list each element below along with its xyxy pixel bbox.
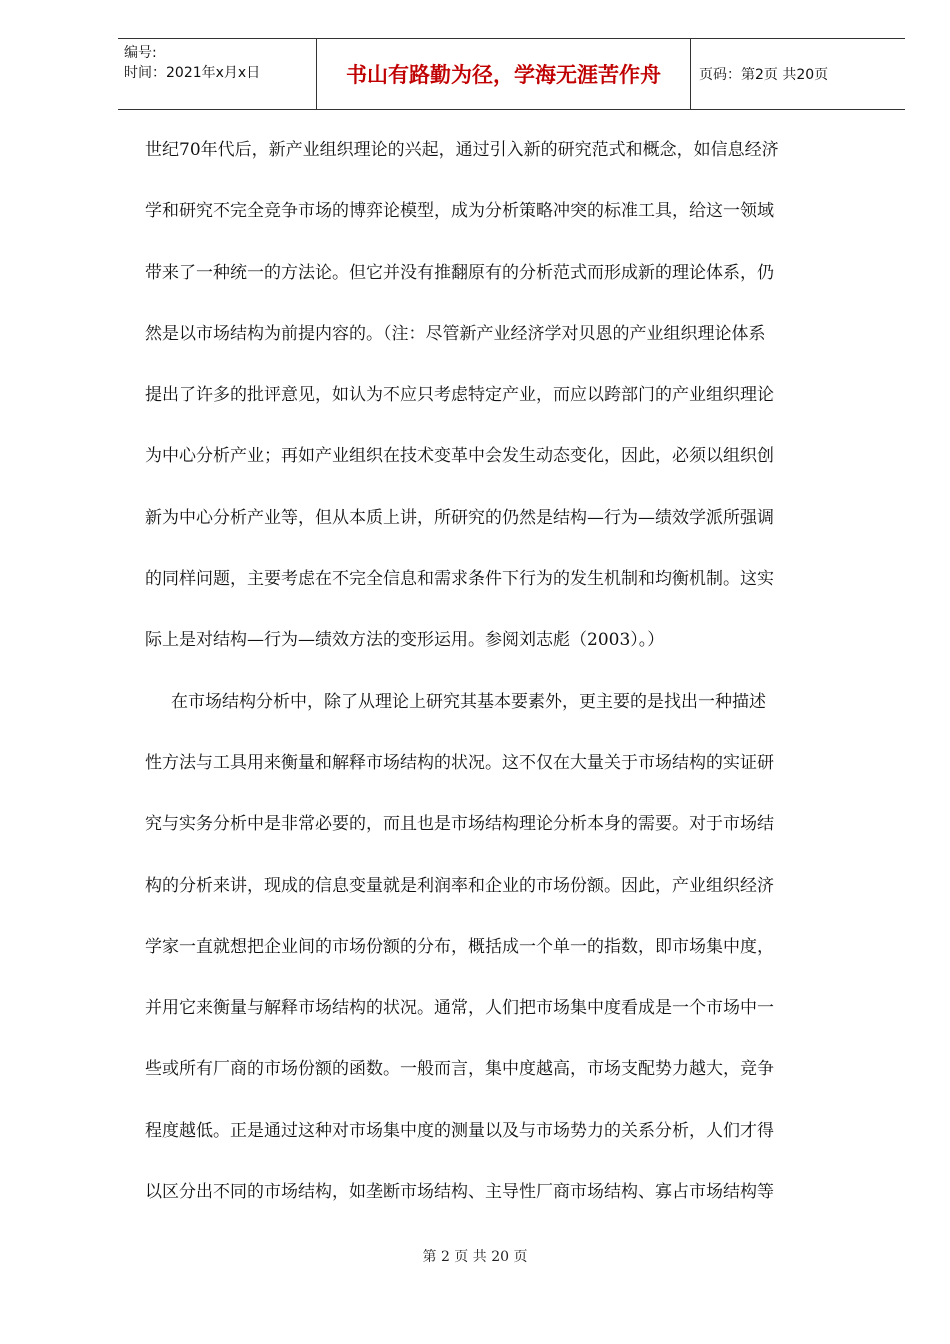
text-line: 以区分出不同的市场结构，如垄断市场结构、主导性厂商市场结构、寡占市场结构等 xyxy=(145,1182,774,1203)
header-motto: 书山有路勤为径，学海无涯苦作舟 xyxy=(316,39,691,109)
page-footer: 第 2 页 共 20 页 xyxy=(422,1249,528,1265)
text-line: 究与实务分析中是非常必要的，而且也是市场结构理论分析本身的需要。对于市场结 xyxy=(145,814,774,835)
text-line: 的同样问题，主要考虑在不完全信息和需求条件下行为的发生机制和均衡机制。这实 xyxy=(145,569,774,590)
text-line: 构的分析来讲，现成的信息变量就是利润率和企业的市场份额。因此，产业组织经济 xyxy=(145,875,774,896)
text-line: 然是以市场结构为前提内容的。（注：尽管新产业经济学对贝恩的产业组织理论体系 xyxy=(145,323,766,344)
text-line: 些或所有厂商的市场份额的函数。一般而言，集中度越高，市场支配势力越大，竞争 xyxy=(145,1059,774,1080)
serial-label: 编号: xyxy=(124,45,157,61)
text-line: 性方法与工具用来衡量和解释市场结构的状况。这不仅在大量关于市场结构的实证研 xyxy=(145,752,774,773)
text-line: 学和研究不完全竞争市场的博弈论模型，成为分析策略冲突的标准工具，给这一领域 xyxy=(145,201,774,222)
text-line: 提出了许多的批评意见，如认为不应只考虑特定产业，而应以跨部门的产业组织理论 xyxy=(145,385,774,406)
time-label: 时间：2021年x月x日 xyxy=(124,65,261,81)
text-line: 带来了一种统一的方法论。但它并没有推翻原有的分析范式而形成新的理论体系，仍 xyxy=(145,262,774,283)
text-line: 为中心分析产业；再如产业组织在技术变革中会发生动态变化，因此，必须以组织创 xyxy=(145,446,774,467)
text-line: 新为中心分析产业等，但从本质上讲，所研究的仍然是结构—行为—绩效学派所强调 xyxy=(145,507,774,528)
header-page-info: 页码：第2页 共20页 xyxy=(699,67,829,83)
text-line: 程度越低。正是通过这种对市场集中度的测量以及与市场势力的关系分析，人们才得 xyxy=(145,1120,774,1141)
text-line: 学家一直就想把企业间的市场份额的分布，概括成一个单一的指数，即市场集中度， xyxy=(145,936,774,957)
text-line: 世纪70年代后，新产业组织理论的兴起，通过引入新的研究范式和概念，如信息经济 xyxy=(145,140,779,160)
text-line: 际上是对结构—行为—绩效方法的变形运用。参阅刘志彪（2003）。） xyxy=(145,630,665,651)
header-meta xyxy=(118,39,316,109)
text-line: 并用它来衡量与解释市场结构的状况。通常，人们把市场集中度看成是一个市场中一 xyxy=(145,998,774,1019)
document-body xyxy=(145,120,857,1223)
page-header xyxy=(118,38,905,110)
text-line: 在市场结构分析中，除了从理论上研究其基本要素外，更主要的是找出一种描述 xyxy=(171,691,766,712)
